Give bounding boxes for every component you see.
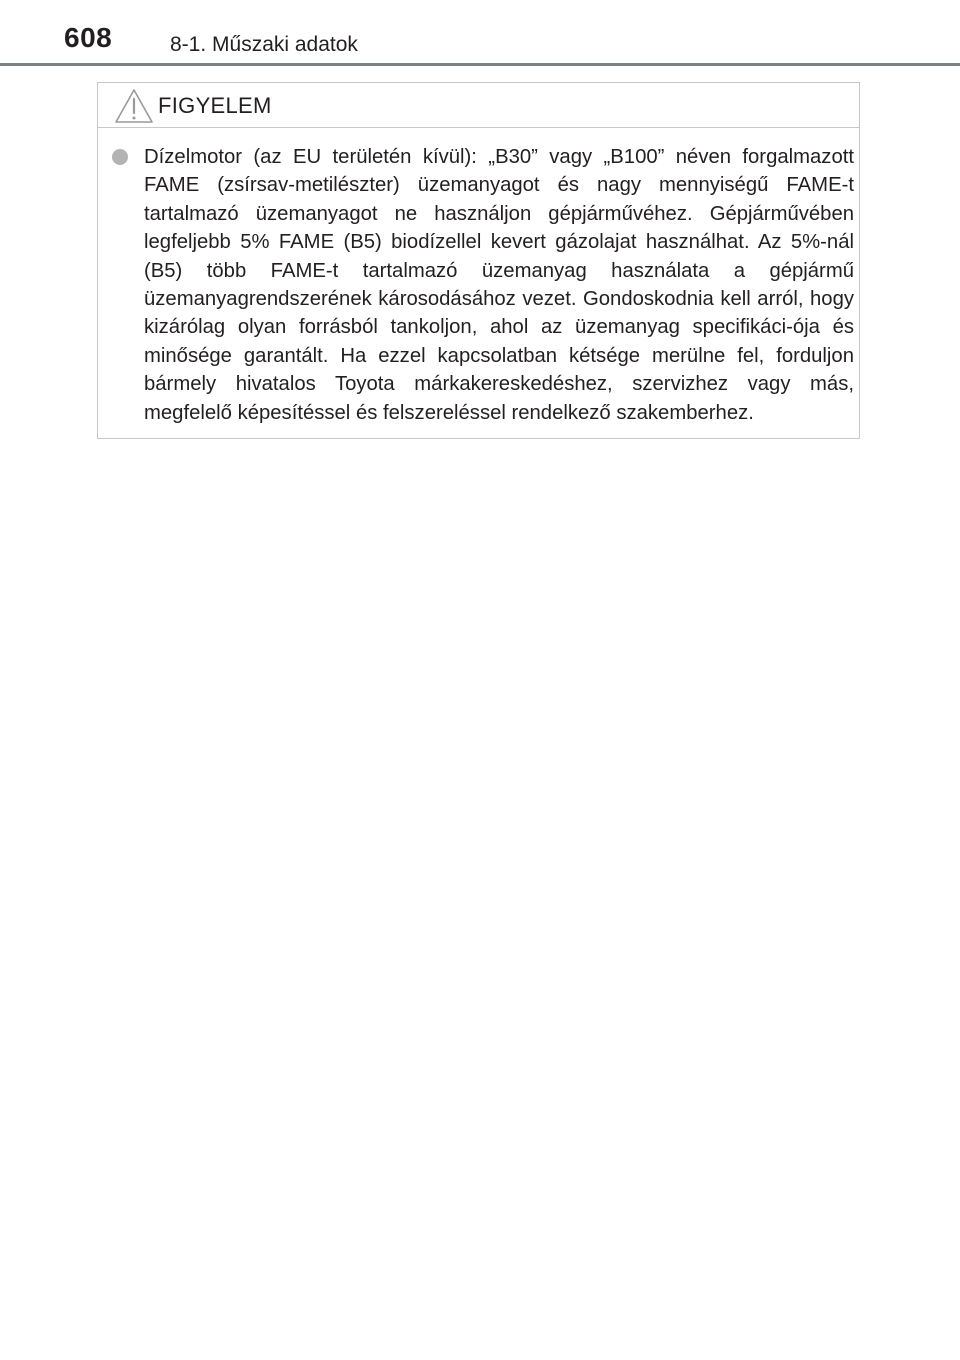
header-divider: [0, 63, 960, 66]
warning-box: [97, 82, 860, 439]
warning-list-item: [112, 143, 854, 427]
section-title: 8-1. Műszaki adatok: [170, 33, 358, 56]
page-header: [0, 0, 960, 66]
page-number: 608: [64, 22, 113, 53]
bullet-icon: [112, 149, 128, 165]
warning-header: [98, 83, 859, 128]
warning-text: Dízelmotor (az EU területén kívül): „B30” vagy „B100” néven forgalmazott FAME (zsírsav-metilészter) üzemanyagot és nagy mennyiségű FAME-t tartalmazó üzemanyagot ne használjon gépjárművéhez. Gépjárművében legfeljebb 5% FAME (B5) biodízellel kevert gázolajat használhat. Az 5%-nál (B5) több FAME-t tartalmazó üzemanyag használata a gépjármű üzemanyagrendszerének károsodásához vezet. Gondoskodnia kell arról, hogy kizárólag olyan forrásból tankoljon, ahol az üzemanyag specifikáci-ója és minősége garantált. Ha ezzel kapcsolatban kétsége merülne fel, forduljon bármely hivatalos Toyota márkakereskedéshez, szervizhez vagy más, megfelelő képesítéssel és felszereléssel rendelkező szakemberhez.: [144, 146, 854, 424]
warning-title: FIGYELEM: [158, 93, 272, 118]
warning-triangle-icon: [114, 88, 154, 124]
